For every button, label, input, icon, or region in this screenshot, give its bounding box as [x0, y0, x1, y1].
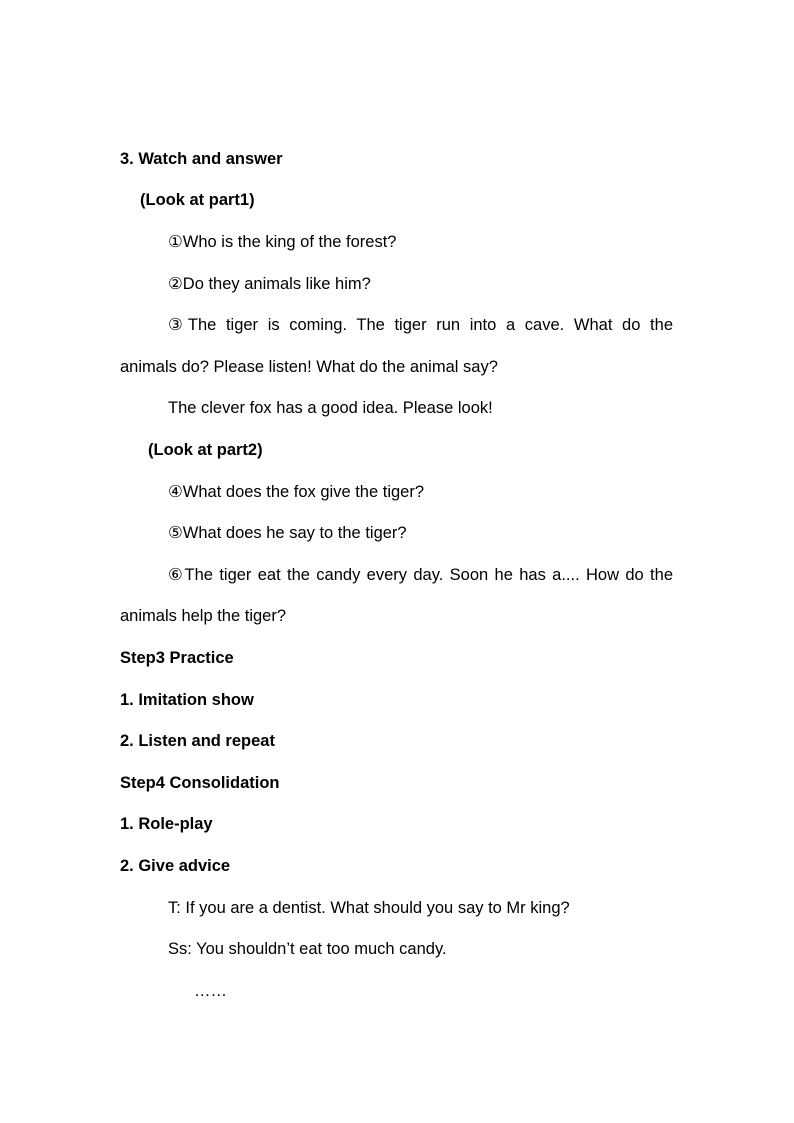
ellipsis: …… [194, 982, 227, 1000]
students-line: Ss: You shouldn’t eat too much candy. [168, 940, 447, 958]
question-4: ④What does the fox give the tiger? [168, 483, 425, 501]
item-role-play: 1. Role-play [120, 815, 213, 833]
item-listen-and-repeat: 2. Listen and repeat [120, 732, 275, 750]
question-3-line-1: ③The tiger is coming. The tiger run into a cave. What do the [168, 316, 673, 334]
subheading-part2: (Look at part2) [148, 441, 263, 459]
item-give-advice: 2. Give advice [120, 857, 231, 875]
question-6-line-1: ⑥The tiger eat the candy every day. Soon he has a.... How do the [168, 566, 673, 584]
question-5: ⑤What does he say to the tiger? [168, 524, 407, 542]
question-2: ②Do they animals like him? [168, 275, 371, 293]
question-1: ①Who is the king of the forest? [168, 233, 397, 251]
item-imitation-show: 1. Imitation show [120, 691, 254, 709]
fox-idea-text: The clever fox has a good idea. Please look! [168, 399, 493, 417]
subheading-part1: (Look at part1) [140, 191, 255, 209]
teacher-line: T: If you are a dentist. What should you say to Mr king? [168, 899, 570, 917]
heading-step3-practice: Step3 Practice [120, 649, 234, 667]
heading-watch-and-answer: 3. Watch and answer [120, 150, 283, 168]
heading-step4-consolidation: Step4 Consolidation [120, 774, 280, 792]
question-3-line-2: animals do? Please listen! What do the animal say? [120, 358, 498, 376]
question-6-line-2: animals help the tiger? [120, 607, 287, 625]
